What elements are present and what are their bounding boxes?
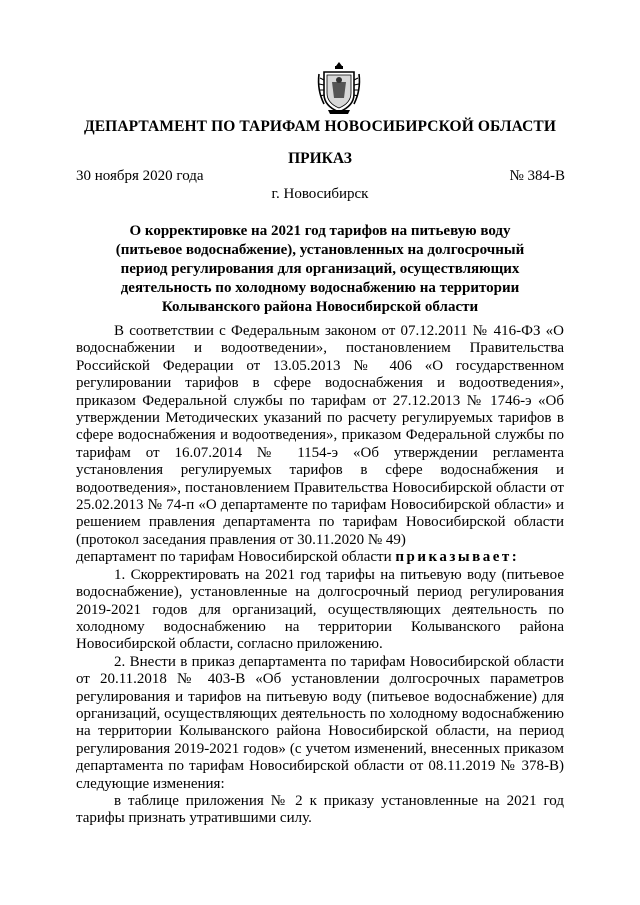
department-name: ДЕПАРТАМЕНТ ПО ТАРИФАМ НОВОСИБИРСКОЙ ОБЛАСТИ: [83, 118, 557, 135]
orders-line: [76, 549, 564, 566]
item-2-paragraph: 2. Внести в приказ департамента по тарифам Новосибирской области от 20.11.2018 № 403-В «Об установлении долгосрочных параметров регулирования и тарифов на питьевую воду (питьевое водоснабжение) для организаций, осуществляющих деятельность по холодному водоснабжению на территории Колыванского района Новосибирской области, на период регулирования 2019-2021 годов» (с учетом изменений, внесенных приказом департамента по тарифам Новосибирской области от 08.11.2019 № 378-В) следующие изменения:: [76, 653, 564, 792]
coat-of-arms-emblem: [316, 60, 362, 116]
preamble-paragraph: В соответствии с Федеральным законом от 07.12.2011 № 416-ФЗ «О водоснабжении и водоотведении», постановлением Правительства Российской Федерации от 13.05.2013 № 406 «О государственном регулировании тарифов в сфере водоснабжения и водоотведения», приказом Федеральной службы по тарифам от 27.12.2013 № 1746-э «Об утверждении Методических указаний по расчету регулируемых тарифов в сфере водоснабжения и водоотведения», приказом Федеральной службы по тарифам от 16.07.2014 № 1154-э «Об утверждении регламента установления регулируемых тарифов в сфере водоснабжения и водоотведения», постановлением Правительства Новосибирской области от 25.02.2013 № 74-п «О департаменте по тарифам Новосибирской области» и решением правления департамента по тарифам Новосибирской области (протокол заседания правления от 30.11.2020 № 49): [76, 323, 564, 548]
city: г. Новосибирск: [271, 186, 369, 202]
orders-word: приказывает:: [395, 549, 520, 566]
order-number: № 384-В: [509, 168, 565, 184]
order-date: 30 ноября 2020 года: [76, 168, 204, 184]
orders-lead: департамент по тарифам Новосибирской области: [76, 549, 392, 566]
item-1-paragraph: 1. Скорректировать на 2021 год тарифы на питьевую воду (питьевое водоснабжение), установленные на долгосрочный период регулирования 2019-2021 годов для организаций, осуществляющих деятельность по холодному водоснабжению на территории Колыванского района Новосибирской области, согласно приложению.: [76, 566, 564, 653]
order-subject: О корректировке на 2021 год тарифов на питьевую воду (питьевое водоснабжение), установленных на долгосрочный период регулирования для организаций, осуществляющих деятельность по холодному водоснабжению на территории Колыванского района Новосибирской области: [115, 223, 525, 315]
document-body: [76, 323, 564, 828]
item-2-sub-paragraph: в таблице приложения № 2 к приказу установленные на 2021 год тарифы признать утратившими силу.: [76, 792, 564, 827]
document-type: ПРИКАЗ: [288, 150, 352, 167]
